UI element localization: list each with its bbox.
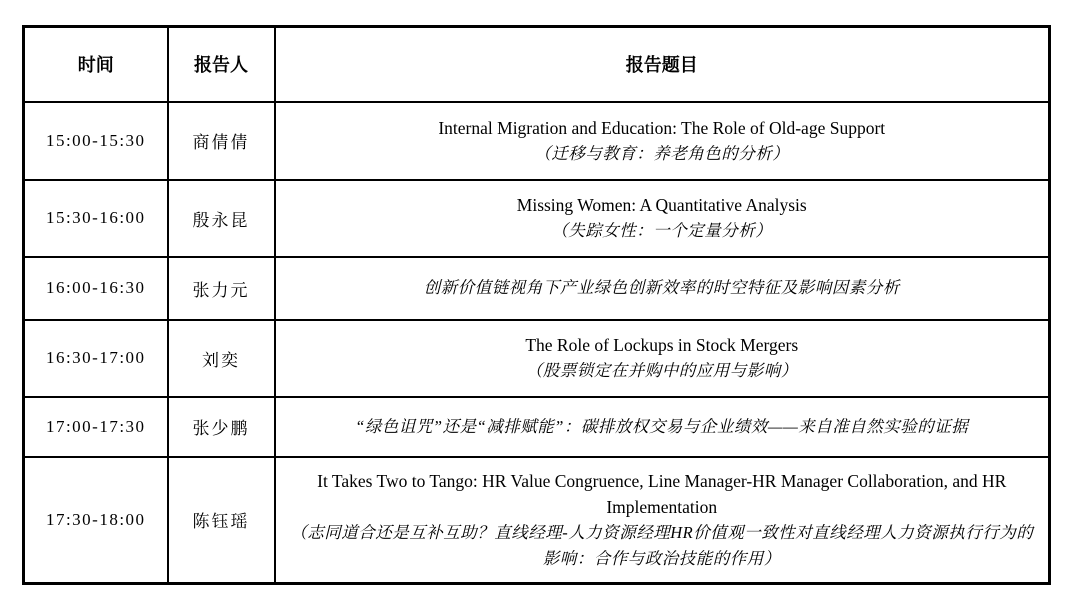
time-text: 15:30-16:00 — [45, 208, 146, 227]
table-row — [24, 180, 1050, 257]
presenter-text: 陈钰瑶 — [192, 512, 250, 532]
time-cell — [24, 397, 168, 457]
table-row — [24, 320, 1050, 397]
time-text: 16:00-16:30 — [45, 278, 146, 297]
title-line-en: Missing Women: A Quantitative Analysis — [516, 195, 807, 215]
table-row — [24, 457, 1050, 584]
title-line-en: The Role of Lockups in Stock Mergers — [525, 335, 799, 355]
title-line-zh: （迁移与教育：养老角色的分析） — [534, 143, 790, 163]
presenter-cell — [168, 102, 275, 180]
title-cell — [275, 257, 1050, 320]
header-cell-presenter: 报告人 — [168, 27, 275, 102]
title-cell — [275, 102, 1050, 180]
header-cell-title: 报告题目 — [275, 27, 1050, 102]
presenter-text: 刘奕 — [202, 350, 240, 370]
title-line-en: It Takes Two to Tango: HR Value Congruence, Line Manager-HR Manager Collaboration, and HR Implementation — [317, 470, 1007, 517]
presenter-text: 商倩倩 — [192, 133, 250, 152]
table-row — [24, 102, 1050, 180]
title-line-zh: “绿色诅咒”还是“减排赋能”：碳排放权交易与企业绩效——来自准自然实验的证据 — [355, 416, 969, 436]
time-cell — [24, 457, 168, 584]
schedule-table — [22, 25, 1051, 585]
table-row — [24, 397, 1050, 457]
presenter-cell — [168, 257, 275, 320]
presenter-cell — [168, 320, 275, 397]
title-cell — [275, 320, 1050, 397]
presenter-cell — [168, 180, 275, 257]
table-header-row — [24, 27, 1050, 102]
presenter-text: 张少鹏 — [192, 419, 250, 438]
title-line-zh: （股票锁定在并购中的应用与影响） — [525, 361, 798, 380]
title-line-zh: （志同道合还是互补互助？直线经理-人力资源经理HR价值观一致性对直线经理人力资源执行行为的影响：合作与政治技能的作用） — [290, 522, 1034, 568]
title-cell — [275, 457, 1050, 584]
time-text: 17:00-17:30 — [45, 416, 146, 436]
title-cell — [275, 180, 1050, 257]
table-row — [24, 257, 1050, 320]
title-line-zh: （失踪女性：一个定量分析） — [551, 221, 773, 240]
time-text: 16:30-17:00 — [45, 348, 146, 367]
header-cell-time: 时间 — [24, 27, 168, 102]
presenter-cell — [168, 397, 275, 457]
presenter-text: 殷永昆 — [192, 210, 250, 230]
title-cell — [275, 397, 1050, 457]
title-line-en: Internal Migration and Education: The Role of Old-age Support — [438, 117, 886, 138]
time-cell — [24, 102, 168, 180]
time-cell — [24, 257, 168, 320]
title-line-zh: 创新价值链视角下产业绿色创新效率的时空特征及影响因素分析 — [423, 278, 900, 297]
time-cell — [24, 320, 168, 397]
time-text: 15:00-15:30 — [45, 130, 146, 150]
time-cell — [24, 180, 168, 257]
presenter-text: 张力元 — [192, 280, 250, 300]
time-text: 17:30-18:00 — [45, 509, 146, 529]
presenter-cell — [168, 457, 275, 584]
